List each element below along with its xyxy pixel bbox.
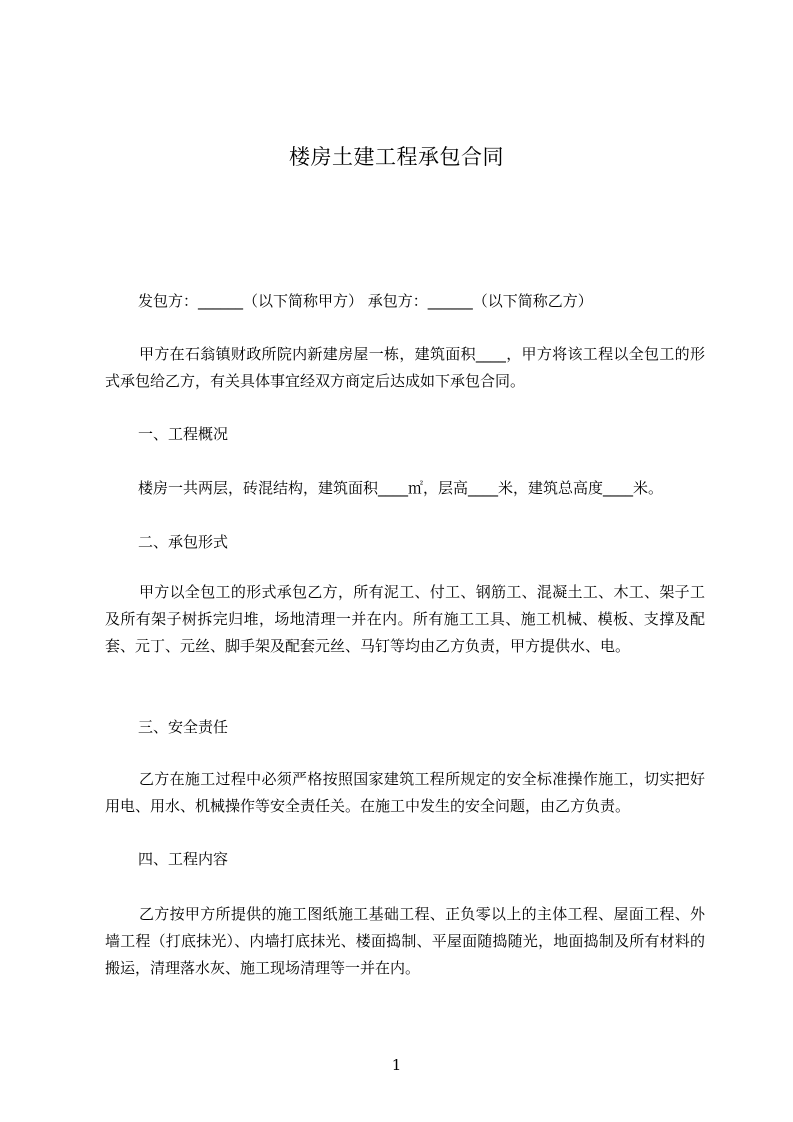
section-heading-overview: 一、工程概况 [138,425,229,443]
section-heading-safety: 三、安全责任 [138,718,229,736]
section-body-work-content: 乙方按甲方所提供的施工图纸施工基础工程、正负零以上的主体工程、屋面工程、外墙工程（打底抹光）、内墙打底抹光、楼面捣制、平屋面随捣随光，地面捣制及所有材料的搬运，清理落水灰、施工现场清理等一并在内。 [105,905,705,977]
section-body-contract-form: 甲方以全包工的形式承包乙方，所有泥工、付工、钢筋工、混凝土工、木工、架子工及所有架子树拆完归堆，场地清理一并在内。所有施工工具、施工机械、模板、支撑及配套、元丁、元丝、脚手架及配套元丝、马钉等均由乙方负责，甲方提供水、电。 [105,583,705,655]
section-heading-contract-form: 二、承包形式 [138,533,229,551]
page-number: 1 [391,1056,402,1074]
section-body-overview: 楼房一共两层，砖混结构，建筑面积____㎡，层高____米，建筑总高度____米。 [138,479,664,497]
section-body-safety: 乙方在施工过程中必须严格按照国家建筑工程所规定的安全标准操作施工，切实把好用电、用水、机械操作等安全责任关。在施工中发生的安全问题，由乙方负责。 [105,770,705,815]
document-title: 楼房土建工程承包合同 [289,145,504,169]
intro-paragraph: 甲方在石翁镇财政所院内新建房屋一栋，建筑面积____，甲方将该工程以全包工的形式承包给乙方，有关具体事宜经双方商定后达成如下承包合同。 [105,345,705,390]
section-heading-work-content: 四、工程内容 [138,850,229,868]
parties-line: 发包方：______（以下简称甲方） 承包方：______（以下简称乙方） [138,292,593,310]
